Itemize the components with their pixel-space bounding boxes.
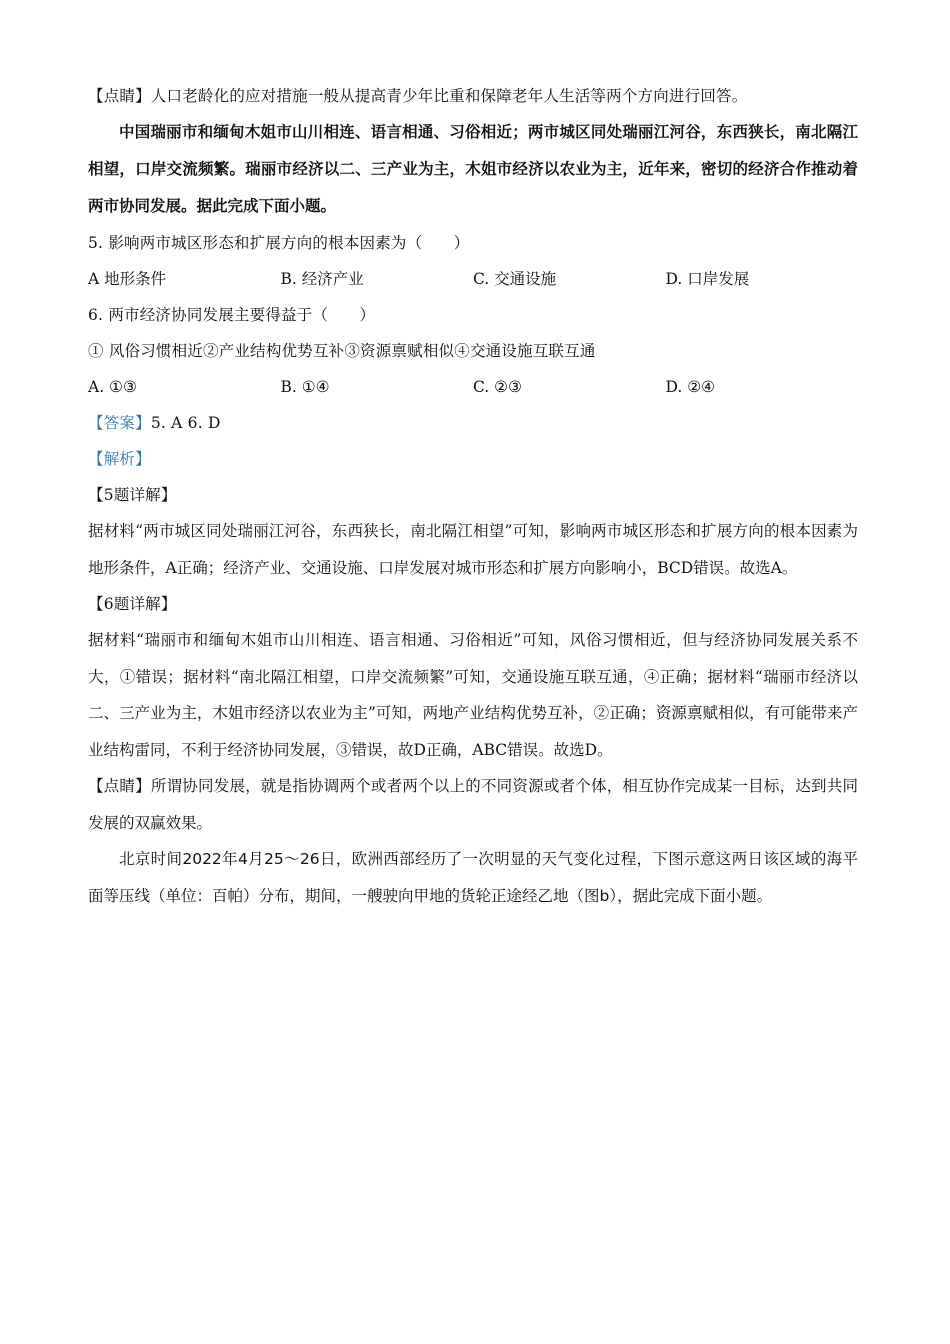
- question-5-options: [88, 261, 858, 297]
- option-c: C. 交通设施: [473, 270, 557, 288]
- answer-line: [88, 405, 858, 441]
- option-b: B. ①④: [280, 378, 330, 396]
- option-d: D. ②④: [665, 378, 716, 396]
- detail-5-label: 【5题详解】: [88, 486, 177, 504]
- tip-paragraph-2: [88, 768, 858, 841]
- tip-label: 【点睛】: [88, 87, 151, 105]
- reading-passage-1: 中国瑞丽市和缅甸木姐市山川相连、语言相通、习俗相近；两市城区同处瑞丽江河谷，东西狭长，南北隔江相望，口岸交流频繁。瑞丽市经济以二、三产业为主，木姐市经济以农业为主，近年来，密切的经济合作推动着两市协同发展。据此完成下面小题。: [88, 123, 858, 215]
- question-6-options: [88, 369, 858, 405]
- tip-label: 【点睛】: [88, 777, 151, 795]
- analysis-label: 【解析】: [88, 450, 151, 468]
- detail-6-text: 据材料“瑞丽市和缅甸木姐市山川相连、语言相通、习俗相近”可知，风俗习惯相近，但与经济协同发展关系不大，①错误；据材料“南北隔江相望，口岸交流频繁”可知，交通设施互联互通，④正确；据材料“瑞丽市经济以二、三产业为主，木姐市经济以农业为主”可知，两地产业结构优势互补，②正确；资源禀赋相似，有可能带来产业结构雷同，不利于经济协同发展，③错误，故D正确，ABC错误。故选D。: [88, 631, 858, 759]
- question-5-stem: 5. 影响两市城区形态和扩展方向的根本因素为（ ）: [88, 234, 470, 252]
- tip-text: 所谓协同发展，就是指协调两个或者两个以上的不同资源或者个体，相互协作完成某一目标，达到共同发展的双赢效果。: [88, 777, 858, 832]
- question-6-stem: 6. 两市经济协同发展主要得益于（ ）: [88, 306, 376, 324]
- option-d: D. 口岸发展: [665, 270, 750, 288]
- answer-text: 5. A 6. D: [150, 414, 221, 432]
- tip-text: 人口老龄化的应对措施一般从提高青少年比重和保障老年人生活等两个方向进行回答。: [150, 87, 748, 105]
- question-6-statements: ① 风俗习惯相近②产业结构优势互补③资源禀赋相似④交通设施互联互通: [88, 342, 596, 360]
- option-a: A. ①③: [88, 378, 137, 396]
- reading-passage-2: 北京时间2022年4月25～26日，欧洲西部经历了一次明显的天气变化过程，下图示意这两日该区域的海平面等压线（单位：百帕）分布，期间，一艘驶向甲地的货轮正途经乙地（图b），据此完成下面小题。: [88, 850, 858, 905]
- detail-6-label: 【6题详解】: [88, 595, 177, 613]
- answer-label: 【答案】: [88, 414, 151, 432]
- detail-5-text: 据材料“两市城区同处瑞丽江河谷，东西狭长，南北隔江相望”可知，影响两市城区形态和扩展方向的根本因素为地形条件，A正确；经济产业、交通设施、口岸发展对城市形态和扩展方向影响小，BCD错误。故选A。: [88, 522, 858, 577]
- option-c: C. ②③: [473, 378, 522, 396]
- option-b: B. 经济产业: [280, 270, 364, 288]
- tip-paragraph-1: [88, 78, 858, 114]
- document-page: [88, 78, 858, 915]
- option-a: A 地形条件: [88, 270, 167, 288]
